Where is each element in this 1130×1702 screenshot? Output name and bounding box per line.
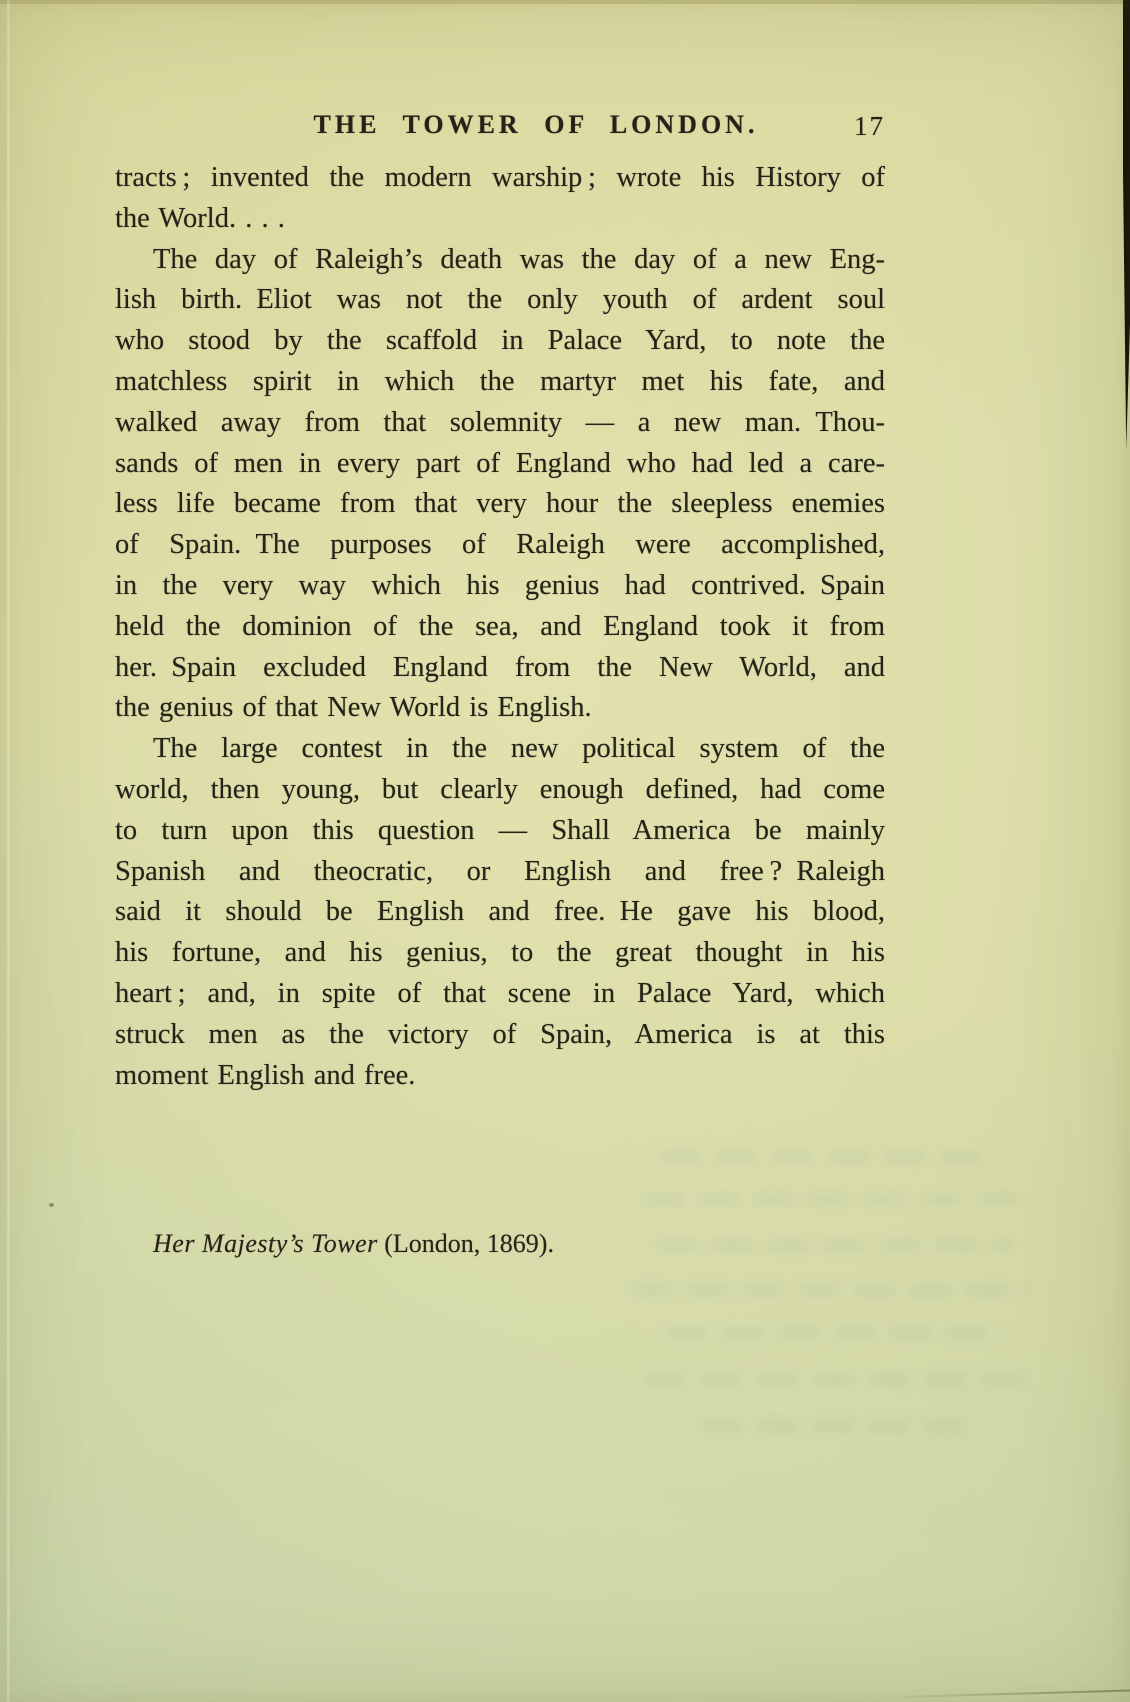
text-line: in the very way which his genius had contrived. Spain (115, 569, 885, 601)
page-left-highlight (7, 0, 10, 1702)
running-head (115, 110, 885, 148)
page-number: 17 (854, 111, 885, 141)
text-line: tracts ; invented the modern warship ; wrote his History of (115, 162, 885, 193)
text-line: moment English and free. (115, 1059, 416, 1091)
citation-publisher-info: (London, 1869). (377, 1229, 554, 1259)
page-bottom-edge (880, 1690, 1130, 1699)
showthrough-line (665, 1326, 1005, 1341)
text-line: walked away from that solemnity — a new man. Thou- (115, 406, 885, 438)
text-line: less life became from that very hour the sleepless enemies (115, 488, 885, 520)
ink-speck (49, 1203, 54, 1207)
text-line: his fortune, and his genius, to the great thought in his (115, 937, 885, 969)
page-top-edge (0, 0, 1130, 4)
body-text (115, 158, 885, 1265)
showthrough-line (700, 1418, 980, 1433)
source-citation (115, 1224, 885, 1265)
showthrough-line (645, 1372, 1025, 1387)
showthrough-line (630, 1282, 1030, 1297)
chapter-title: THE TOWER OF LONDON. (313, 110, 759, 139)
text-line: held the dominion of the sea, and England took it from (115, 610, 885, 642)
text-line: of Spain. The purposes of Raleigh were accomplished, (115, 529, 885, 561)
text-line: sands of men in every part of England who had led a care- (115, 447, 885, 479)
text-line: her. Spain excluded England from the New World, and (115, 651, 885, 683)
text-line: the World. . . . (115, 202, 285, 234)
text-line: lish birth. Eliot was not the only youth of ardent soul (115, 284, 885, 316)
text-line: said it should be English and free. He gave his blood, (115, 896, 885, 928)
page-edge-shadow (1120, 0, 1130, 450)
text-line: Spanish and theocratic, or English and free ? Raleigh (115, 855, 885, 887)
citation-book-title: Her Majesty’s Tower (153, 1229, 378, 1259)
text-line: who stood by the scaffold in Palace Yard, to note the (115, 325, 885, 357)
text-line: to turn upon this question — Shall America be mainly (115, 814, 885, 846)
text-line: The day of Raleigh’s death was the day of a new Eng- (153, 243, 885, 275)
text-line: world, then young, but clearly enough defined, had come (115, 773, 885, 805)
text-line: struck men as the victory of Spain, America is at this (115, 1018, 885, 1050)
text-line: heart ; and, in spite of that scene in Palace Yard, which (115, 977, 885, 1009)
text-line: matchless spirit in which the martyr met his fate, and (115, 365, 885, 397)
text-line: the genius of that New World is English. (115, 692, 592, 724)
text-line: The large contest in the new political system of the (153, 733, 885, 765)
